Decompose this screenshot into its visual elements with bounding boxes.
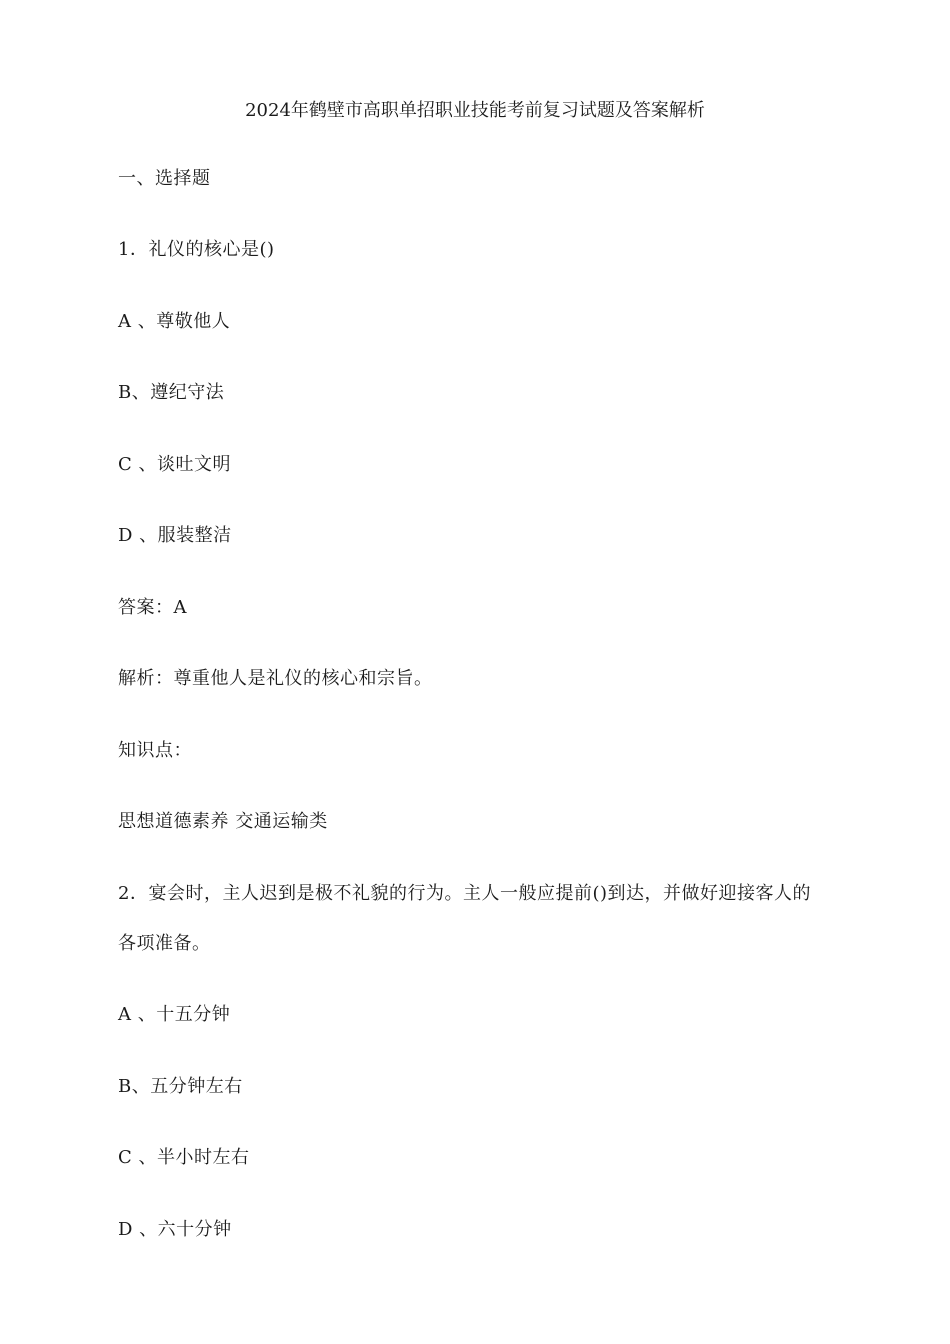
question-1-knowledge-tags: 思想道德素养 交通运输类: [118, 811, 328, 832]
question-1-answer: 答案：A: [118, 597, 187, 618]
question-1-knowledge-label: 知识点：: [118, 740, 192, 761]
question-2-option-c: C 、半小时左右: [118, 1147, 250, 1168]
question-2-stem-line-2: 各项准备。: [118, 933, 211, 954]
question-1-option-d: D 、服装整洁: [118, 525, 232, 546]
question-1-option-b: B、遵纪守法: [118, 382, 225, 403]
document-title: 2024年鹤壁市高职单招职业技能考前复习试题及答案解析: [245, 100, 705, 121]
question-2-option-d: D 、六十分钟: [118, 1219, 232, 1240]
question-2-option-a: A 、十五分钟: [118, 1004, 231, 1025]
section-heading: 一、选择题: [118, 168, 211, 189]
question-2-stem-line-1: 2．宴会时，主人迟到是极不礼貌的行为。主人一般应提前()到达，并做好迎接客人的: [118, 883, 811, 904]
question-1-option-c: C 、谈吐文明: [118, 454, 231, 475]
question-1-option-a: A 、尊敬他人: [118, 311, 231, 332]
question-1-analysis: 解析：尊重他人是礼仪的核心和宗旨。: [118, 668, 433, 689]
question-2-option-b: B、五分钟左右: [118, 1076, 243, 1097]
question-1-stem: 1．礼仪的核心是(): [118, 239, 275, 260]
